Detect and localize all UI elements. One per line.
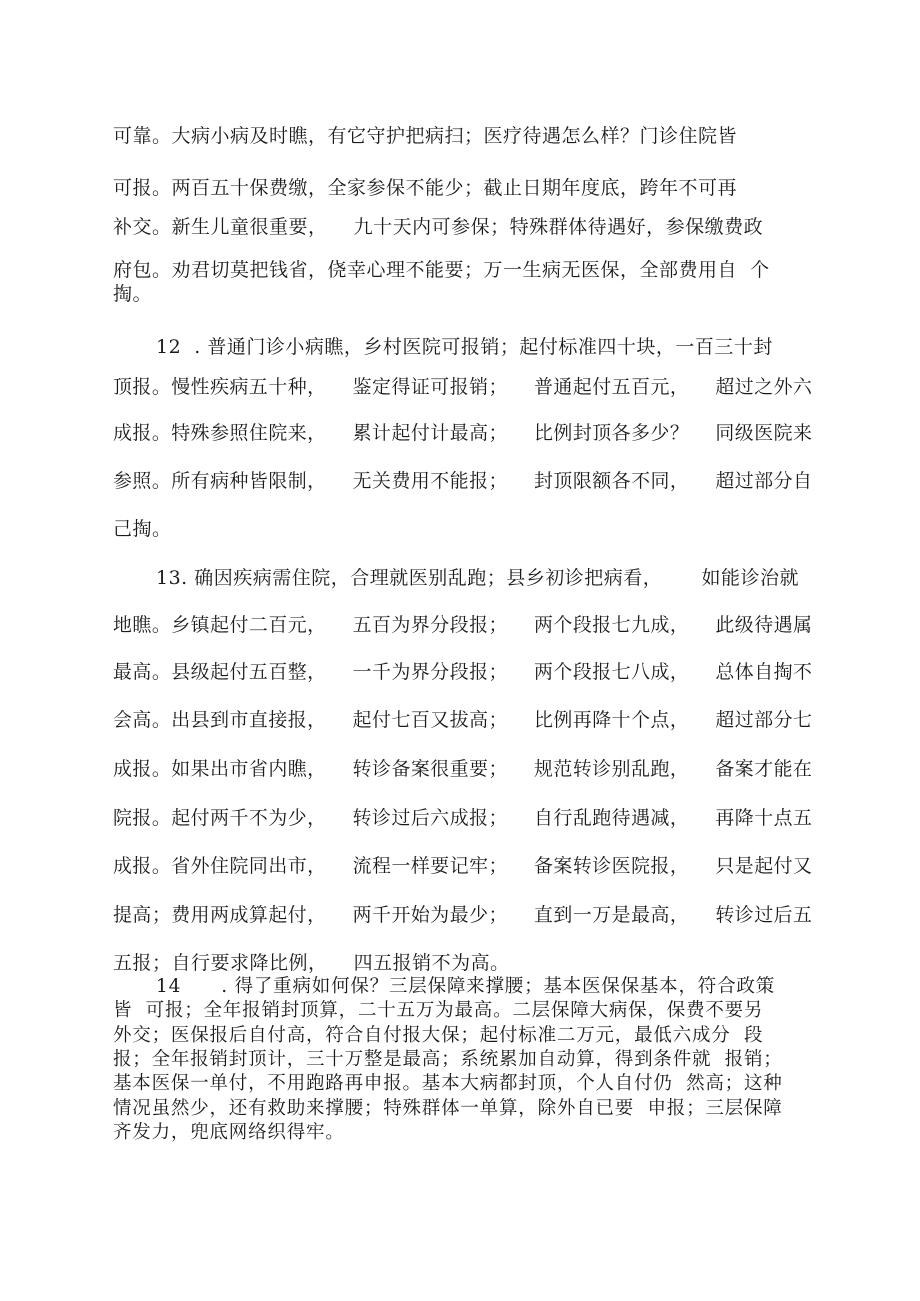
text-line: 情况虽然少，还有救助来撑腰；特殊群体一单算，除外自已要 申报；三层保障 (113, 1098, 783, 1119)
text-line: 报；全年报销封顶计，三十万整是最高；系统累加自动算，得到条件就 报销； (113, 1049, 783, 1070)
text-line: 可报。两百五十保费缴，全家参保不能少；截止日期年度底，跨年不可再 (113, 177, 738, 199)
text-line: 基本医保一单付，不用跑路再申报。基本大病都封顶，个人自付仍 然高；这种 (113, 1073, 783, 1094)
text-line: 齐发力，兜底网络织得牢。 (113, 1122, 345, 1143)
text-line: 最高。县级起付五百整， 一千为界分段报； 两个段报七八成， 总体自掏不 (113, 661, 813, 683)
text-line: 补交。新生儿童很重要， 九十天内可参保；特殊群体待遇好，参保缴费政 (113, 216, 764, 238)
text-line: 府包。劝君切莫把钱省，侥幸心理不能要；万一生病无医保，全部费用自 个 (113, 259, 770, 281)
text-line: 外交；医保报后自付高，符合自付报大保；起付标准二万元，最低六成分 段 (113, 1025, 764, 1046)
text-line: 可靠。大病小病及时瞧，有它守护把病扫；医疗待遇怎么样？门诊住院皆 (113, 125, 738, 147)
text-line: 地瞧。乡镇起付二百元， 五百为界分段报； 两个段报七九成， 此级待遇属 (113, 614, 813, 636)
text-line: 成报。省外住院同出市， 流程一样要记牢； 备案转诊医院报， 只是起付又 (113, 855, 813, 877)
text-line: 成报。如果出市省内瞧， 转诊备案很重要； 规范转诊别乱跑， 备案才能在 (113, 758, 813, 780)
text-line: 皆 可报；全年报销封顶算，二十五万为最高。二层保障大病保，保费不要另 (113, 1000, 764, 1021)
text-line: 14 . 得了重病如何保？三层保障来撑腰；基本医保保基本，符合政策 (156, 976, 775, 997)
text-line: 成报。特殊参照住院来， 累计起付计最高； 比例封顶各多少？ 同级医院来 (113, 422, 813, 444)
text-line: 五报；自行要求降比例， 四五报销不为高。 (113, 952, 510, 974)
text-line: 院报。起付两千不为少， 转诊过后六成报； 自行乱跑待遇减， 再降十点五 (113, 807, 813, 829)
text-line: 会高。出县到市直接报， 起付七百又拔高； 比例再降十个点， 超过部分七 (113, 709, 813, 731)
text-line: 13. 确因疾病需住院，合理就医别乱跑；县乡初诊把病看， 如能诊治就 (156, 567, 799, 589)
text-line: 顶报。慢性疾病五十种， 鉴定得证可报销； 普通起付五百元， 超过之外六 (113, 376, 813, 398)
text-line: 提高；费用两成算起付， 两千开始为最少； 直到一万是最高， 转诊过后五 (113, 904, 813, 926)
text-line: 掏。 (113, 283, 153, 305)
text-line: 12 . 普通门诊小病瞧，乡村医院可报销；起付标准四十块，一百三十封 (156, 336, 773, 358)
text-line: 参照。所有病种皆限制， 无关费用不能报； 封顶限额各不同， 超过部分自 (113, 470, 813, 492)
text-line: 己掏。 (113, 518, 172, 540)
